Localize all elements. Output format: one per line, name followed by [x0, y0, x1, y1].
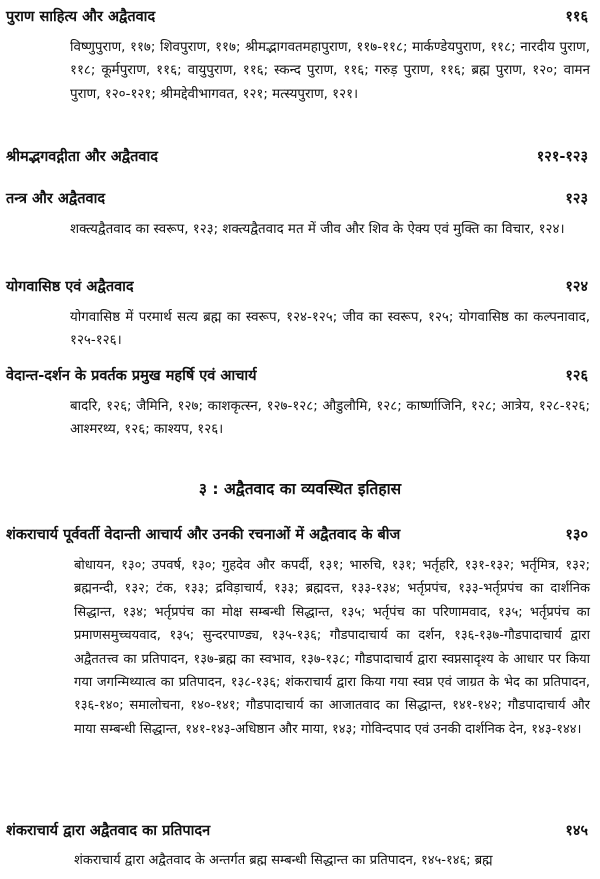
section-title: शंकराचार्य द्वारा अद्वैतवाद का प्रतिपादन	[6, 823, 211, 839]
section-heading	[6, 6, 588, 28]
section-entries: योगवासिष्ठ में परमार्थ सत्य ब्रह्म का स्वरूप, १२४-१२५; जीव का स्वरूप, १२५; योगवासिष्ठ का कल्पनावाद, १२५-१२६।	[70, 310, 590, 349]
section-page-number: १२४	[565, 279, 588, 295]
section-heading	[6, 146, 588, 168]
section-entries: बादरि, १२६; जैमिनि, १२७; काशकृत्स्न, १२७-१२८; औडुलौमि, १२८; कार्ष्णाजिनि, १२८; आत्रेय, १२८-१२६; आश्मरथ्य, १२६; काश्यप, १२६।	[70, 399, 590, 438]
section-title: योगवासिष्ठ एवं अद्वैतवाद	[6, 279, 134, 295]
section-heading	[6, 820, 588, 842]
section-page-number: ११६	[565, 9, 588, 25]
section-page-number: १२३	[565, 191, 588, 207]
section-title: पुराण साहित्य और अद्वैतवाद	[6, 9, 156, 25]
section-title: वेदान्त-दर्शन के प्रवर्तक प्रमुख महर्षि एवं आचार्य	[6, 368, 257, 384]
section-page-number: १२१-१२३	[536, 149, 588, 165]
section-entries: शंकराचार्य द्वारा अद्वैतवाद के अन्तर्गत ब्रह्म सम्बन्धी सिद्धान्त का प्रतिपादन, १४५-१४६; ब्रह्म	[74, 853, 493, 868]
section-page-number: १२६	[565, 368, 588, 384]
section-title: तन्त्र और अद्वैतवाद	[6, 191, 106, 207]
section-page-number: १३०	[565, 527, 588, 543]
section-title: शंकराचार्य पूर्ववर्ती वेदान्ती आचार्य और उनकी रचनाओं में अद्वैतवाद के बीज	[6, 527, 401, 543]
section-entries: बोधायन, १३०; उपवर्ष, १३०; गुहदेव और कपर्दी, १३१; भारुचि, १३१; भर्तृहरि, १३१-१३२; भर्तृमित्र, १३२; ब्रह्मनन्दी, १३२; टंक, १३३; द्रविड़ाचार्य, १३३; ब्रह्मदत्त, १३३-१३४; भर्तृप्रपंच, १३३-भर्तृप्रपंच का दार्शनिक सिद्धान्त, १३४; भर्तृप्रपंच का मोक्ष सम्बन्धी सिद्धान्त, १३५; भर्तृपंच का परिणामवाद, १३५; भर्तृप्रपंच का प्रमाणसमुच्चयवाद, १३५; सुन्दरपाण्ड्य, १३५-१३६; गौडपादाचार्य का दर्शन, १३६-१३७-गौडपादाचार्य द्वारा अद्वैततत्त्व का प्रतिपादन, १३७-ब्रह्म का स्वभाव, १३७-१३८; गौडपादाचार्य द्वारा स्वप्नसादृश्य के आधार पर किया गया जगन्मिथ्यात्व का प्रतिपादन, १३८-१३६; शंकराचार्य द्वारा किया गया स्वप्न एवं जाग्रत के भेद का प्रतिपादन, १३६-१४०; समालोचना, १४०-१४१; गौडपादाचार्य का आजातवाद का सिद्धान्त, १४१-१४२; गौडपादाचार्य और माया सम्बन्धी सिद्धान्त, १४१-१४३-अधिष्ठान और माया, १४३; गोविन्दपाद एवं उनकी दार्शनिक देन, १४३-१४४।	[74, 558, 590, 737]
section-heading	[6, 524, 588, 546]
section-heading	[6, 188, 588, 210]
section-entries: विष्णुपुराण, ११७; शिवपुराण, ११७; श्रीमद्भागवतमहापुराण, ११७-११८; मार्कण्डेयपुराण, ११८; नारदीय पुराण, ११८; कूर्मपुराण, ११६; वायुपुराण, ११६; स्कन्द पुराण, ११६; गरुड़ पुराण, ११६; ब्रह्म पुराण, १२०; वामन पुराण, १२०-१२१; श्रीमद्देवीभागवत, १२१; मत्स्यपुराण, १२१।	[70, 40, 590, 102]
section-heading	[6, 365, 588, 387]
chapter-heading: ३ : अद्वैतवाद का व्यवस्थित इतिहास	[198, 480, 402, 498]
section-title: श्रीमद्भगवद्गीता और अद्वैतवाद	[6, 149, 158, 165]
section-page-number: १४५	[565, 823, 588, 839]
section-heading	[6, 276, 588, 298]
section-entries: शक्त्यद्वैतवाद का स्वरूप, १२३; शक्त्यद्वैतवाद मत में जीव और शिव के ऐक्य एवं मुक्ति का विचार, १२४।	[70, 222, 565, 237]
